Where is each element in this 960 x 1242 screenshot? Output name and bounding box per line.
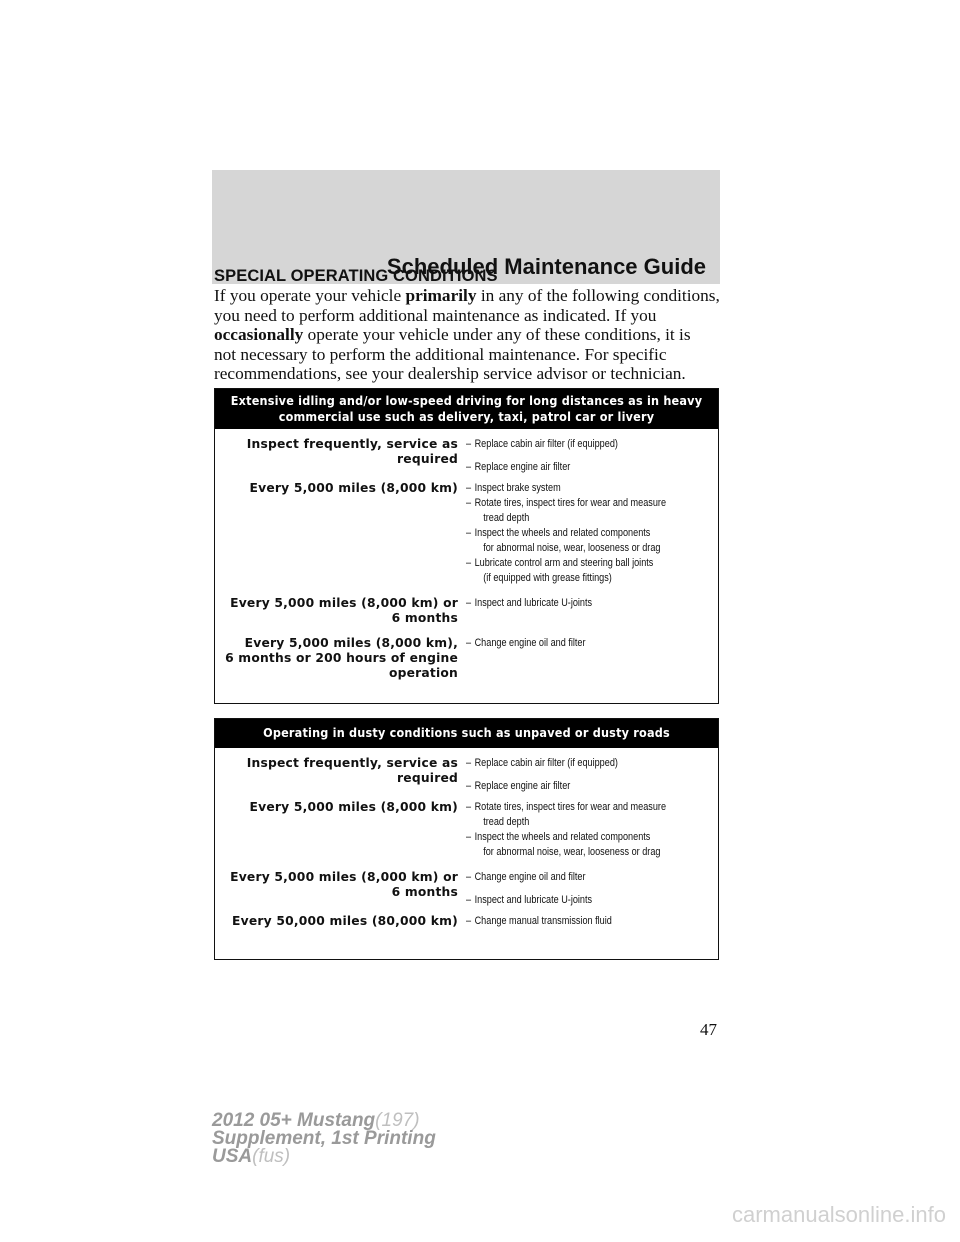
table-heading-line: Extensive idling and/or low-speed driving for long distances as in heavy	[230, 393, 703, 408]
task-item	[466, 526, 683, 556]
table-row	[215, 636, 718, 681]
task-item	[466, 914, 683, 929]
dash: –	[466, 757, 472, 769]
interval-label-line: Every 5,000 miles (8,000 km)	[249, 481, 458, 495]
task-text: Inspect and lubricate U-joints	[474, 597, 593, 609]
task-text-continued: tread depth	[483, 816, 530, 828]
task-text: Lubricate control arm and steering ball joints	[474, 557, 654, 569]
interval-label-line: required	[397, 452, 458, 466]
task-item	[466, 460, 683, 475]
task-item	[466, 800, 683, 830]
dash: –	[466, 801, 472, 813]
footer-market: USA	[212, 1146, 253, 1167]
intro-paragraph	[214, 286, 724, 384]
maintenance-table-idling	[214, 388, 719, 704]
interval-label	[215, 800, 462, 860]
interval-label-line: operation	[388, 666, 458, 680]
task-item	[466, 596, 683, 611]
table-row	[215, 870, 718, 908]
footer-market-code: (fus)	[252, 1146, 291, 1167]
table-heading-line: commercial use such as delivery, taxi, patrol car or livery	[278, 409, 655, 424]
footer-model: 2012 05+ Mustang	[212, 1110, 376, 1131]
task-item	[466, 636, 683, 651]
task-text: Inspect brake system	[474, 482, 561, 494]
task-text: Replace cabin air filter (if equipped)	[474, 438, 618, 450]
task-text: Replace engine air filter	[474, 780, 571, 792]
task-text: Inspect the wheels and related components	[474, 831, 651, 843]
task-text-continued: for abnormal noise, wear, looseness or drag	[483, 542, 661, 554]
dash: –	[466, 497, 472, 509]
intro-text: If you operate your vehicle	[214, 286, 406, 305]
task-text-continued: (if equipped with grease fittings)	[483, 572, 612, 584]
task-list	[462, 596, 718, 626]
task-item	[466, 870, 683, 885]
task-list	[462, 800, 718, 860]
footer-printing: Supplement, 1st Printing	[212, 1128, 436, 1149]
task-list	[462, 481, 718, 586]
interval-label-line: 6 months	[391, 611, 458, 625]
page-header-title: Scheduled Maintenance Guide	[386, 254, 706, 279]
task-item	[466, 893, 683, 908]
task-item	[466, 496, 683, 526]
dash: –	[466, 780, 472, 792]
interval-label-line: Every 5,000 miles (8,000 km) or	[230, 596, 458, 610]
task-item	[466, 830, 683, 860]
interval-label	[215, 756, 462, 794]
table-row	[215, 481, 718, 586]
intro-text: in any of the following conditions,	[476, 286, 720, 305]
site-watermark: carmanualsonline.info	[731, 1202, 946, 1227]
table-row	[215, 596, 718, 626]
table-row	[215, 800, 718, 860]
task-list	[462, 914, 718, 929]
interval-label-line: 6 months	[391, 885, 458, 899]
intro-text: operate your vehicle under any of these conditions, it is	[303, 325, 691, 344]
task-list	[462, 870, 718, 908]
print-footer	[212, 1112, 436, 1166]
interval-label	[215, 596, 462, 626]
table-row	[215, 914, 718, 929]
interval-label-line: 6 months or 200 hours of engine	[225, 651, 458, 665]
task-text: Inspect the wheels and related components	[474, 527, 651, 539]
task-text: Change engine oil and filter	[474, 871, 586, 883]
interval-label	[215, 481, 462, 586]
task-item	[466, 481, 683, 496]
interval-label	[215, 870, 462, 908]
task-text: Rotate tires, inspect tires for wear and measure	[474, 801, 667, 813]
footer-code: (197)	[375, 1110, 420, 1131]
table-heading	[215, 719, 718, 748]
interval-label	[215, 437, 462, 475]
maintenance-table-dusty	[214, 718, 719, 960]
interval-label	[215, 636, 462, 681]
interval-label-line: required	[397, 771, 458, 785]
task-item	[466, 556, 683, 586]
table-heading	[215, 389, 718, 429]
intro-emphasis-occasionally: occasionally	[214, 325, 304, 344]
dash: –	[466, 438, 472, 450]
task-text: Rotate tires, inspect tires for wear and measure	[474, 497, 667, 509]
task-text-continued: for abnormal noise, wear, looseness or drag	[483, 846, 661, 858]
dash: –	[466, 557, 472, 569]
intro-text: recommendations, see your dealership service advisor or technician.	[214, 364, 686, 383]
task-text: Change manual transmission fluid	[474, 915, 612, 927]
task-list	[462, 636, 718, 681]
dash: –	[466, 597, 472, 609]
dash: –	[466, 482, 472, 494]
task-text: Change engine oil and filter	[474, 637, 586, 649]
task-list	[462, 437, 718, 475]
interval-label-line: Every 5,000 miles (8,000 km)	[249, 800, 458, 814]
intro-text: not necessary to perform the additional maintenance. For specific	[214, 344, 667, 364]
intro-text: you need to perform additional maintenance as indicated. If you	[214, 305, 657, 325]
task-item	[466, 437, 683, 452]
task-text: Inspect and lubricate U-joints	[474, 894, 593, 906]
dash: –	[466, 894, 472, 906]
task-text: Replace engine air filter	[474, 461, 571, 473]
dash: –	[466, 871, 472, 883]
dash: –	[466, 637, 472, 649]
section-title: SPECIAL OPERATING CONDITIONS	[214, 267, 498, 285]
interval-label-line: Inspect frequently, service as	[246, 756, 458, 770]
dash: –	[466, 461, 472, 473]
dash: –	[466, 831, 472, 843]
interval-label-line: Every 5,000 miles (8,000 km) or	[230, 870, 458, 884]
dash: –	[466, 915, 472, 927]
page-number: 47	[700, 1020, 717, 1039]
table-row	[215, 437, 718, 475]
dash: –	[466, 527, 472, 539]
task-text-continued: tread depth	[483, 512, 530, 524]
task-item	[466, 756, 683, 771]
task-list	[462, 756, 718, 794]
interval-label-line: Inspect frequently, service as	[246, 437, 458, 451]
interval-label-line: Every 5,000 miles (8,000 km),	[244, 636, 458, 650]
interval-label	[215, 914, 462, 929]
interval-label-line: Every 50,000 miles (80,000 km)	[232, 914, 458, 928]
task-text: Replace cabin air filter (if equipped)	[474, 757, 618, 769]
intro-emphasis-primarily: primarily	[405, 286, 477, 305]
task-item	[466, 779, 683, 794]
table-heading-line: Operating in dusty conditions such as unpaved or dusty roads	[263, 725, 670, 740]
table-row	[215, 756, 718, 794]
